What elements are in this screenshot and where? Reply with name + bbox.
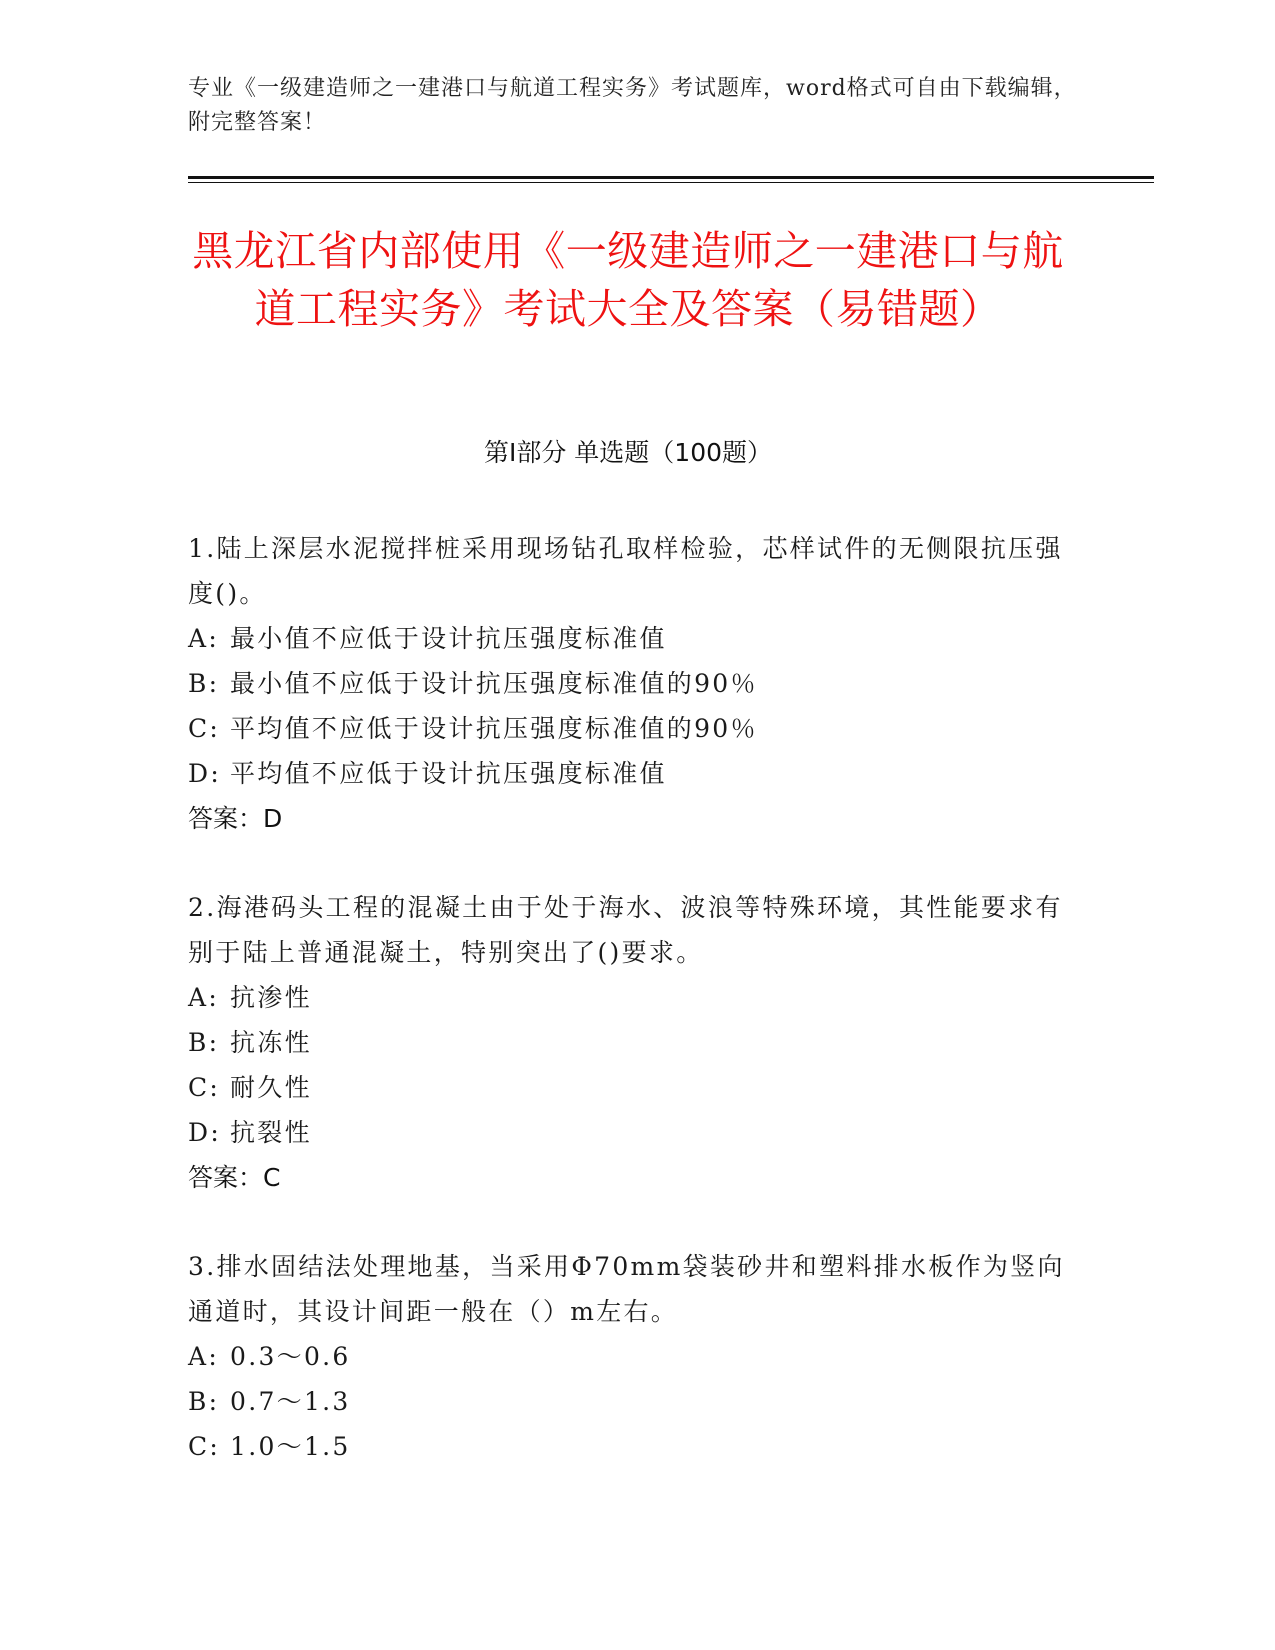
option-letter: A:	[188, 624, 220, 653]
option-text: 抗渗性	[230, 983, 312, 1012]
question-2	[188, 885, 1078, 1200]
option-letter: C:	[188, 1432, 221, 1461]
question-stem: 3.排水固结法处理地基，当采用Φ70mm袋装砂井和塑料排水板作为竖向通道时，其设计间距一般在（）m左右。	[188, 1252, 1065, 1326]
header-note: 专业《一级建造师之一建港口与航道工程实务》考试题库，word格式可自由下载编辑，附完整答案！	[188, 76, 1077, 135]
option-a	[188, 975, 1078, 1020]
option-text: 1.0～1.5	[230, 1432, 351, 1461]
option-letter: B:	[188, 1028, 220, 1057]
option-letter: A:	[188, 1342, 220, 1371]
option-letter: D:	[188, 759, 222, 788]
answer-line: 答案：D	[188, 804, 283, 833]
question-3	[188, 1244, 1078, 1469]
option-b	[188, 661, 1078, 706]
option-b	[188, 1379, 1078, 1424]
option-letter: B:	[188, 669, 220, 698]
option-text: 最小值不应低于设计抗压强度标准值	[230, 624, 667, 653]
question-list	[188, 526, 1078, 1513]
option-letter: C:	[188, 714, 221, 743]
option-c	[188, 1065, 1078, 1110]
section-heading: 第Ⅰ部分 单选题（100题）	[483, 438, 773, 467]
option-a	[188, 616, 1078, 661]
answer-line: 答案：C	[188, 1163, 281, 1192]
header-rule-thin	[188, 182, 1154, 183]
option-text: 最小值不应低于设计抗压强度标准值的90％	[230, 669, 758, 698]
option-text: 耐久性	[230, 1073, 312, 1102]
option-b	[188, 1020, 1078, 1065]
option-text: 抗裂性	[230, 1118, 312, 1147]
question-stem: 1.陆上深层水泥搅拌桩采用现场钻孔取样检验，芯样试件的无侧限抗压强度()。	[188, 534, 1063, 608]
option-c	[188, 1424, 1078, 1469]
document-title: 黑龙江省内部使用《一级建造师之一建港口与航道工程实务》考试大全及答案（易错题）	[192, 227, 1064, 333]
option-text: 平均值不应低于设计抗压强度标准值	[230, 759, 667, 788]
option-text: 抗冻性	[230, 1028, 312, 1057]
question-1	[188, 526, 1078, 841]
option-c	[188, 706, 1078, 751]
option-text: 平均值不应低于设计抗压强度标准值的90％	[230, 714, 758, 743]
option-d	[188, 1110, 1078, 1155]
option-text: 0.7～1.3	[230, 1387, 351, 1416]
header-rule-thick	[188, 176, 1154, 179]
option-letter: D:	[188, 1118, 222, 1147]
question-stem: 2.海港码头工程的混凝土由于处于海水、波浪等特殊环境，其性能要求有别于陆上普通混凝土，特别突出了()要求。	[188, 893, 1063, 967]
option-letter: C:	[188, 1073, 221, 1102]
option-letter: A:	[188, 983, 220, 1012]
option-d	[188, 751, 1078, 796]
option-a	[188, 1334, 1078, 1379]
option-letter: B:	[188, 1387, 220, 1416]
option-text: 0.3～0.6	[230, 1342, 351, 1371]
